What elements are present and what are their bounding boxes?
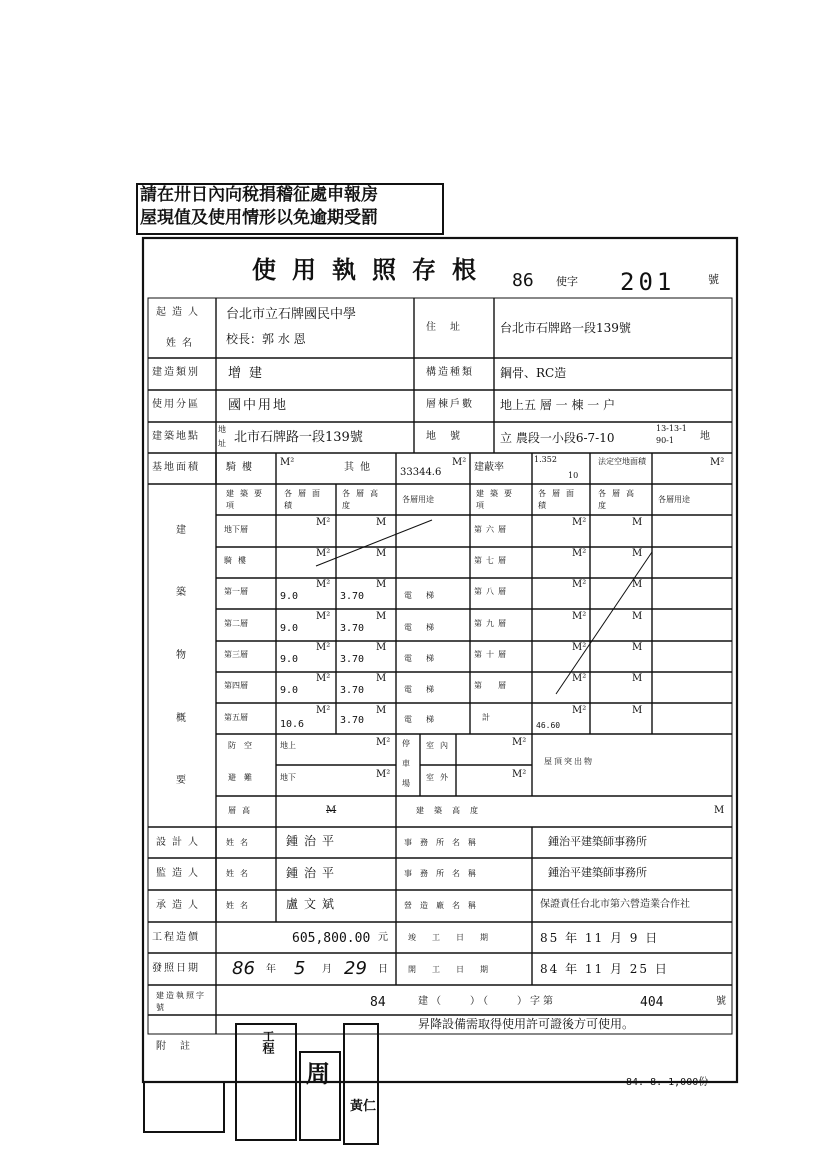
label-indoor: 室內 — [426, 741, 454, 750]
label-issue-date: 發照日期 — [152, 963, 200, 974]
col-item-right: 建築要項 — [476, 489, 518, 510]
cost-value: 605,800.00 — [292, 931, 371, 946]
other-area: 33344.6 — [400, 467, 442, 478]
floor-height: 3.70 — [340, 654, 365, 665]
unit-m: M — [632, 642, 643, 653]
floor-name: 第七層 — [474, 556, 510, 565]
floor-name: 第三層 — [224, 650, 248, 659]
floor-use: 電梯 — [404, 591, 448, 600]
unit-m: M — [376, 642, 387, 653]
supervisor-firm: 鍾治平建築師事務所 — [548, 866, 647, 879]
start-date: 84 年 11 月 25 日 — [540, 962, 669, 976]
col-item-left: 建築要項 — [226, 489, 268, 510]
label-firm: 營造廠名稱 — [404, 901, 484, 910]
label-permit-no: 建造執照字號 — [156, 991, 206, 1012]
unit-m2: M² — [572, 705, 587, 716]
lot-extra-2: 90-1 — [656, 436, 674, 445]
unit-m: M — [632, 673, 643, 684]
builder-address: 台北市石牌路一段139號 — [500, 321, 631, 335]
stamp-zhou: 周 — [306, 1059, 330, 1088]
issue-month: 5 — [294, 958, 306, 979]
notice-line-2: 屋現值及使用情形以免逾期受罰 — [140, 208, 378, 228]
floor-name: 計 — [482, 713, 490, 722]
label-year: 年 — [266, 964, 276, 975]
floor-area: 9.0 — [280, 685, 299, 696]
unit-m2: M² — [572, 548, 587, 559]
floor-use: 電梯 — [404, 715, 448, 724]
issue-year: 86 — [232, 958, 255, 979]
unit-m: M — [376, 579, 387, 590]
permit-number-suffix: 號 — [716, 996, 726, 1007]
permit-year: 86 — [512, 270, 534, 291]
unit-m2: M² — [376, 769, 391, 780]
unit-m: M — [632, 548, 643, 559]
floor-use: 電梯 — [404, 623, 448, 632]
floor-name: 第九層 — [474, 619, 510, 628]
stamp-huang: 黃仁 — [350, 1099, 377, 1114]
unit-m2: M² — [572, 517, 587, 528]
contractor-name: 盧文斌 — [286, 897, 341, 911]
site-address: 北市石牌路一段139號 — [234, 430, 363, 445]
unit-m: M — [376, 705, 387, 716]
roof-projection: 屋頂突出物 — [544, 757, 594, 766]
label-supervisor: 監造人 — [156, 868, 204, 879]
arcade-unit: M² — [280, 457, 295, 468]
label-builder: 起造人 — [156, 307, 204, 318]
label-month: 月 — [322, 964, 332, 975]
overview-1: 建 — [176, 525, 186, 536]
floor-height: 3.70 — [340, 623, 365, 634]
label-designer: 設計人 — [156, 837, 204, 848]
page-title: 使用執照存根 — [252, 255, 492, 284]
unit-m2: M² — [572, 642, 587, 653]
unit-m2: M² — [512, 769, 527, 780]
unit-m2: M² — [316, 579, 331, 590]
label-structure: 構造種類 — [426, 367, 474, 378]
builder-name: 台北市立石牌國民中學 — [226, 307, 357, 322]
label-zhi: 址 — [218, 439, 226, 448]
label-contractor: 承造人 — [156, 900, 204, 911]
floor-name: 第 層 — [474, 681, 510, 690]
label-outdoor: 室外 — [426, 773, 454, 782]
other-unit: M² — [452, 457, 467, 468]
floor-area: 9.0 — [280, 623, 299, 634]
label-parking-3: 場 — [402, 779, 410, 788]
label-floors: 層棟戶數 — [426, 399, 474, 410]
issue-day: 29 — [344, 958, 367, 979]
floor-use: 電梯 — [404, 654, 448, 663]
unit-m2: M² — [572, 673, 587, 684]
label-above: 地上 — [280, 741, 296, 750]
notice-line-1: 請在卅日內向稅捐稽征處申報房 — [140, 185, 378, 205]
stamp-engineering: 工程 — [261, 1030, 275, 1054]
col-area-right: 各層面積 — [538, 489, 580, 510]
coverage-top: 1.352 — [534, 455, 557, 464]
lot-suffix: 地 — [700, 431, 710, 442]
overview-5: 要 — [176, 775, 186, 786]
unit-m2: M² — [376, 737, 391, 748]
label-name: 姓名 — [226, 901, 254, 910]
lot-extra: 13-13-1 — [656, 424, 687, 433]
label-lot: 地號 — [426, 431, 474, 442]
floor-height: 3.70 — [340, 715, 365, 726]
permit-year-ref: 84 — [370, 995, 386, 1010]
permit-prefix: 使字 — [556, 275, 578, 288]
unit-m2: M² — [572, 611, 587, 622]
designer-name: 鍾治平 — [286, 834, 341, 848]
floor-name: 第十層 — [474, 650, 510, 659]
floor-name: 第六層 — [474, 525, 510, 534]
label-arcade: 騎樓 — [226, 462, 258, 473]
unit-m: M — [376, 673, 387, 684]
unit-m2: M² — [316, 705, 331, 716]
label-office: 事務所名稱 — [404, 869, 484, 878]
label-base-area: 基地面積 — [152, 462, 200, 473]
permit-suffix: 號 — [708, 273, 719, 286]
floor-name: 第四層 — [224, 681, 248, 690]
open-space-unit: M² — [710, 457, 725, 468]
floor-area: 10.6 — [280, 719, 305, 730]
floor-height: 3.70 — [340, 591, 365, 602]
unit-m2: M² — [316, 548, 331, 559]
label-di: 地 — [218, 425, 226, 434]
label-name: 姓名 — [226, 869, 254, 878]
remark-note: 昇降設備需取得使用許可證後方可使用。 — [418, 1017, 635, 1031]
designer-firm: 鍾治平建築師事務所 — [548, 835, 647, 848]
overview-4: 概 — [176, 713, 186, 724]
col-height-right: 各層高度 — [598, 489, 640, 510]
overview-3: 物 — [176, 650, 186, 661]
label-open-space: 法定空地面積 — [598, 457, 646, 466]
lot-number: 立 農段一小段6-7-10 — [500, 431, 615, 445]
label-start-date: 開工日期 — [408, 965, 504, 974]
permit-number-ref: 404 — [640, 995, 664, 1010]
label-build-type: 建造類別 — [152, 367, 200, 378]
footer-print-run: 84. 8. 1,000份 — [626, 1077, 709, 1088]
supervisor-name: 鍾治平 — [286, 866, 341, 880]
unit-m2: M² — [572, 579, 587, 590]
unit-m: M — [632, 579, 643, 590]
floor-area: 9.0 — [280, 654, 299, 665]
floor-name: 第一層 — [224, 587, 248, 596]
overview-2: 築 — [176, 587, 186, 598]
label-coverage: 建蔽率 — [474, 462, 504, 473]
floor-name: 騎樓 — [224, 556, 252, 565]
col-height-left: 各層高度 — [342, 489, 384, 510]
unit-m: M — [376, 611, 387, 622]
label-civil-2: 避難 — [228, 773, 260, 782]
label-day: 日 — [378, 964, 388, 975]
builder-principal: 校長：郭 水 恩 — [226, 332, 306, 346]
unit-m: M — [632, 517, 643, 528]
label-parking-2: 車 — [402, 759, 410, 768]
permit-number: 201 — [620, 268, 676, 296]
floor-name: 地下層 — [224, 525, 248, 534]
coverage-bottom: 10 — [568, 471, 579, 480]
structure: 鋼骨、RC造 — [500, 366, 567, 380]
unit-m2: M² — [316, 517, 331, 528]
build-type: 增建 — [228, 366, 271, 381]
floor-name: 第五層 — [224, 713, 248, 722]
col-use-left: 各層用途 — [402, 495, 434, 504]
unit-m: M — [376, 517, 387, 528]
label-cost: 工程造價 — [152, 932, 200, 943]
label-civil-1: 防空 — [228, 741, 260, 750]
floor-use: 電梯 — [404, 685, 448, 694]
label-zone: 使用分區 — [152, 399, 200, 410]
permit-text: 建（ ）（ ）字第 — [418, 996, 556, 1007]
contractor-firm: 保證責任台北市第六營造業合作社 — [540, 899, 690, 910]
floor-area: 9.0 — [280, 591, 299, 602]
label-other: 其他 — [344, 462, 376, 473]
unit-m: M — [632, 705, 643, 716]
label-name: 姓名 — [166, 338, 198, 349]
label-address: 住址 — [426, 322, 474, 333]
total-area: 46.60 — [536, 721, 561, 730]
story-height-unit: M — [326, 805, 337, 816]
label-completion: 竣工日期 — [408, 933, 504, 942]
label-below: 地下 — [280, 773, 296, 782]
unit-m: M — [376, 548, 387, 559]
cost-unit: 元 — [378, 932, 388, 943]
floor-name: 第二層 — [224, 619, 248, 628]
col-area-left: 各層面積 — [284, 489, 326, 510]
zone: 國中用地 — [228, 398, 289, 413]
label-building-height: 建築高度 — [416, 806, 488, 815]
floor-count: 地上五 層 一 棟 一 户 — [500, 398, 616, 412]
unit-m2: M² — [316, 673, 331, 684]
label-remarks: 附註 — [156, 1041, 204, 1052]
label-name: 姓名 — [226, 838, 254, 847]
unit-m: M — [632, 611, 643, 622]
building-height-unit: M — [714, 805, 725, 816]
unit-m2: M² — [316, 642, 331, 653]
col-use-right: 各層用途 — [658, 495, 690, 504]
unit-m2: M² — [316, 611, 331, 622]
floor-name: 第八層 — [474, 587, 510, 596]
label-parking-1: 停 — [402, 739, 410, 748]
unit-m2: M² — [512, 737, 527, 748]
completion-date: 85 年 11 月 9 日 — [540, 931, 660, 945]
label-office: 事務所名稱 — [404, 838, 484, 847]
floor-height: 3.70 — [340, 685, 365, 696]
label-site: 建築地點 — [152, 431, 200, 442]
label-story-height: 層高 — [228, 806, 256, 815]
